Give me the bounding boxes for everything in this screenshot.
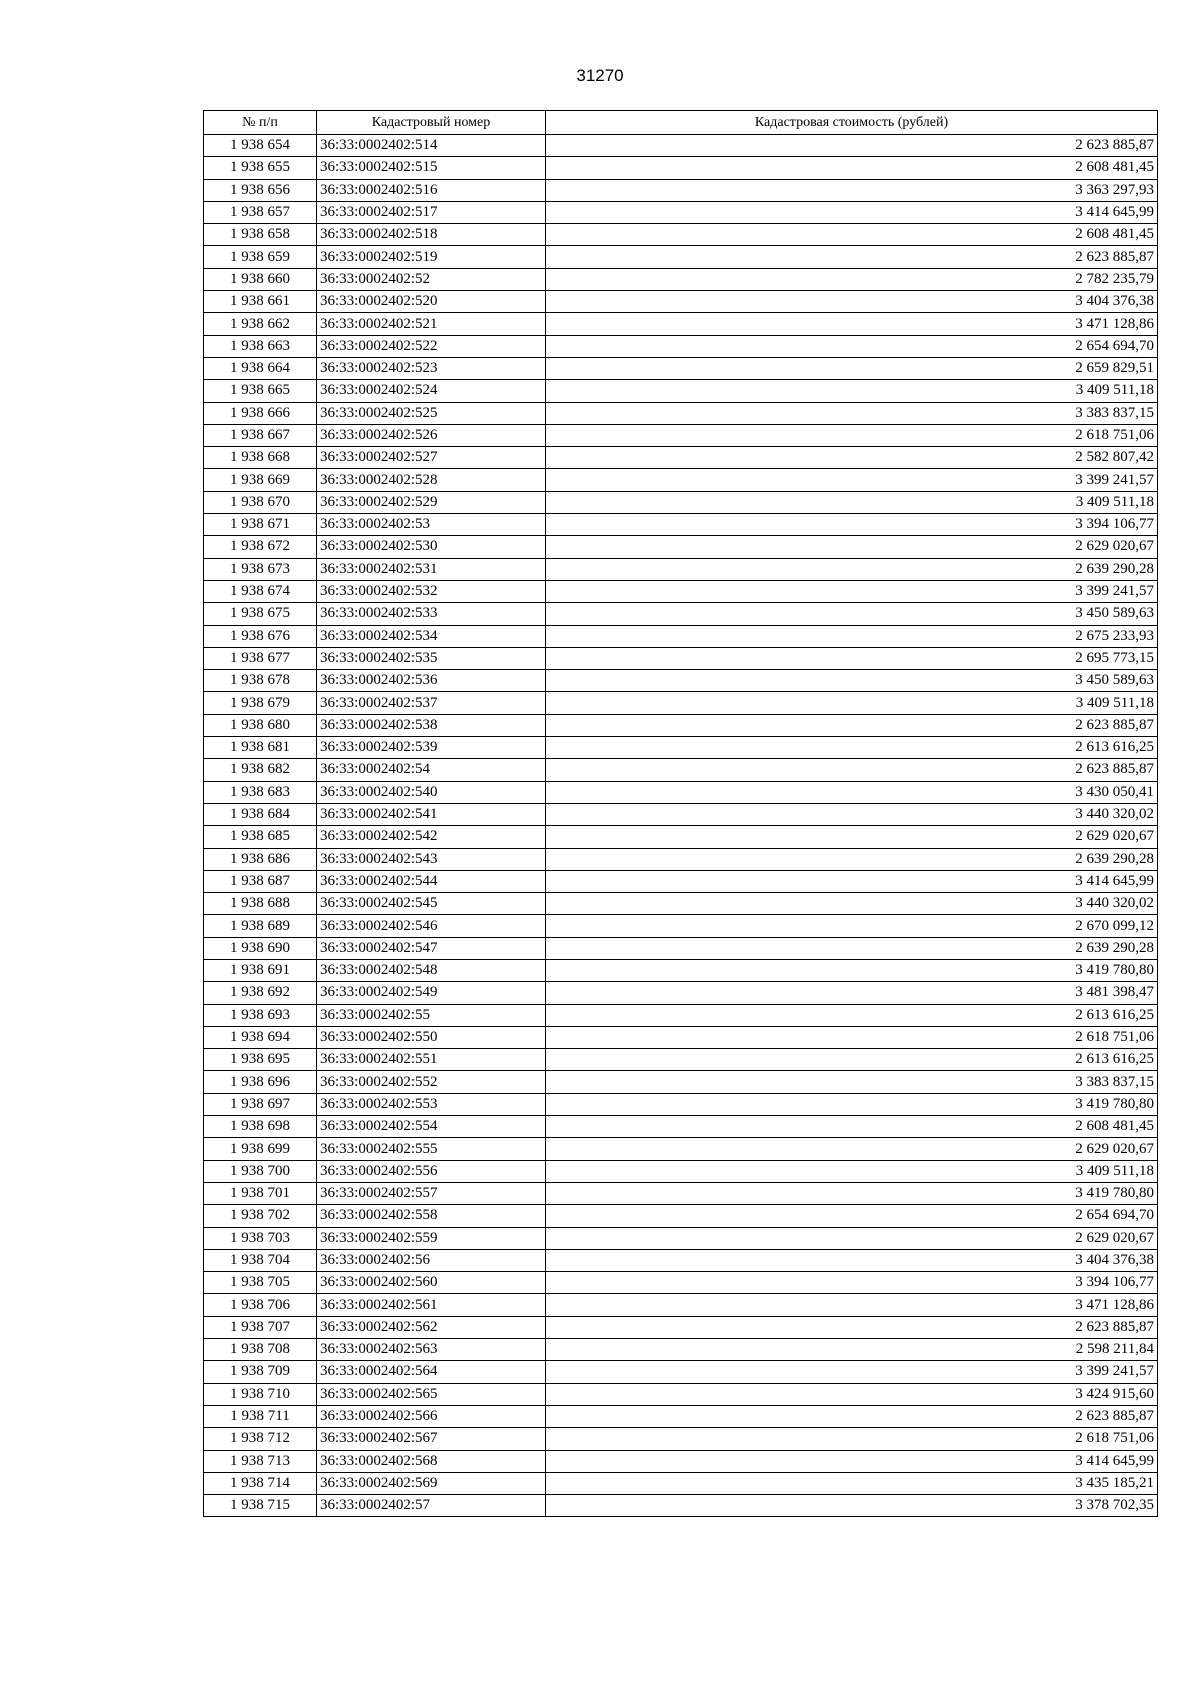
cadastral-number-cell: 36:33:0002402:541: [317, 803, 546, 825]
row-number-cell: 1 938 699: [204, 1138, 317, 1160]
row-number-cell: 1 938 712: [204, 1428, 317, 1450]
row-number-cell: 1 938 655: [204, 157, 317, 179]
row-number-cell: 1 938 691: [204, 959, 317, 981]
table-row: [204, 1272, 1158, 1294]
row-number-cell: 1 938 703: [204, 1227, 317, 1249]
row-number-cell: 1 938 665: [204, 380, 317, 402]
cadastral-value-cell: 3 394 106,77: [546, 1272, 1158, 1294]
cadastral-number-cell: 36:33:0002402:535: [317, 647, 546, 669]
cadastral-value-cell: 2 623 885,87: [546, 714, 1158, 736]
cadastral-value-cell: 2 598 211,84: [546, 1339, 1158, 1361]
cadastral-value-cell: 3 414 645,99: [546, 870, 1158, 892]
cadastral-number-cell: 36:33:0002402:563: [317, 1339, 546, 1361]
cadastral-value-cell: 2 659 829,51: [546, 357, 1158, 379]
cadastral-value-cell: 2 623 885,87: [546, 1405, 1158, 1427]
row-number-cell: 1 938 677: [204, 647, 317, 669]
cadastral-value-cell: 3 419 780,80: [546, 1093, 1158, 1115]
cadastral-number-cell: 36:33:0002402:557: [317, 1182, 546, 1204]
cadastral-number-cell: 36:33:0002402:532: [317, 580, 546, 602]
table-row: [204, 982, 1158, 1004]
cadastral-value-cell: 3 399 241,57: [546, 580, 1158, 602]
row-number-cell: 1 938 704: [204, 1249, 317, 1271]
row-number-cell: 1 938 694: [204, 1026, 317, 1048]
row-number-cell: 1 938 675: [204, 603, 317, 625]
cadastral-value-cell: 3 409 511,18: [546, 380, 1158, 402]
table-row: [204, 826, 1158, 848]
cadastral-value-cell: 3 450 589,63: [546, 603, 1158, 625]
table-row: [204, 603, 1158, 625]
table-row: [204, 1495, 1158, 1517]
table-row: [204, 201, 1158, 223]
cadastral-value-cell: 2 618 751,06: [546, 424, 1158, 446]
cadastral-number-cell: 36:33:0002402:527: [317, 447, 546, 469]
row-number-cell: 1 938 708: [204, 1339, 317, 1361]
cadastral-value-cell: 2 618 751,06: [546, 1428, 1158, 1450]
cadastral-number-cell: 36:33:0002402:552: [317, 1071, 546, 1093]
cadastral-number-cell: 36:33:0002402:543: [317, 848, 546, 870]
row-number-cell: 1 938 668: [204, 447, 317, 469]
table-header-row: [204, 111, 1158, 135]
cadastral-value-cell: 2 670 099,12: [546, 915, 1158, 937]
cadastral-number-cell: 36:33:0002402:57: [317, 1495, 546, 1517]
cadastral-value-cell: 3 404 376,38: [546, 291, 1158, 313]
table-row: [204, 402, 1158, 424]
cadastral-value-cell: 3 399 241,57: [546, 469, 1158, 491]
table-row: [204, 1160, 1158, 1182]
cadastral-number-cell: 36:33:0002402:568: [317, 1450, 546, 1472]
cadastral-value-cell: 2 695 773,15: [546, 647, 1158, 669]
cadastral-number-cell: 36:33:0002402:545: [317, 893, 546, 915]
row-number-cell: 1 938 657: [204, 201, 317, 223]
cadastral-number-cell: 36:33:0002402:555: [317, 1138, 546, 1160]
cadastral-value-cell: 2 629 020,67: [546, 826, 1158, 848]
cadastral-number-cell: 36:33:0002402:52: [317, 268, 546, 290]
row-number-cell: 1 938 706: [204, 1294, 317, 1316]
header-cadastral-value: Кадастровая стоимость (рублей): [546, 111, 1158, 135]
row-number-cell: 1 938 686: [204, 848, 317, 870]
cadastral-number-cell: 36:33:0002402:536: [317, 670, 546, 692]
table-row: [204, 335, 1158, 357]
cadastral-number-cell: 36:33:0002402:539: [317, 737, 546, 759]
cadastral-value-cell: 3 404 376,38: [546, 1249, 1158, 1271]
cadastral-value-cell: 2 608 481,45: [546, 157, 1158, 179]
row-number-cell: 1 938 690: [204, 937, 317, 959]
table-row: [204, 224, 1158, 246]
row-number-cell: 1 938 683: [204, 781, 317, 803]
table-row: [204, 357, 1158, 379]
cadastral-number-cell: 36:33:0002402:538: [317, 714, 546, 736]
row-number-cell: 1 938 702: [204, 1205, 317, 1227]
cadastral-number-cell: 36:33:0002402:516: [317, 179, 546, 201]
cadastral-value-cell: 3 383 837,15: [546, 1071, 1158, 1093]
cadastral-value-cell: 3 435 185,21: [546, 1472, 1158, 1494]
row-number-cell: 1 938 656: [204, 179, 317, 201]
table-row: [204, 1049, 1158, 1071]
cadastral-number-cell: 36:33:0002402:56: [317, 1249, 546, 1271]
table-row: [204, 870, 1158, 892]
cadastral-number-cell: 36:33:0002402:520: [317, 291, 546, 313]
cadastral-number-cell: 36:33:0002402:553: [317, 1093, 546, 1115]
cadastral-number-cell: 36:33:0002402:529: [317, 491, 546, 513]
table-body: [204, 135, 1158, 1517]
cadastral-value-cell: 3 414 645,99: [546, 201, 1158, 223]
row-number-cell: 1 938 714: [204, 1472, 317, 1494]
cadastral-value-cell: 3 419 780,80: [546, 959, 1158, 981]
row-number-cell: 1 938 671: [204, 514, 317, 536]
cadastral-value-cell: 2 654 694,70: [546, 1205, 1158, 1227]
row-number-cell: 1 938 681: [204, 737, 317, 759]
cadastral-number-cell: 36:33:0002402:544: [317, 870, 546, 892]
table-row: [204, 469, 1158, 491]
table-row: [204, 714, 1158, 736]
table-row: [204, 1316, 1158, 1338]
table-row: [204, 514, 1158, 536]
cadastral-value-cell: 2 782 235,79: [546, 268, 1158, 290]
row-number-cell: 1 938 664: [204, 357, 317, 379]
row-number-cell: 1 938 705: [204, 1272, 317, 1294]
cadastral-number-cell: 36:33:0002402:548: [317, 959, 546, 981]
table-row: [204, 1450, 1158, 1472]
row-number-cell: 1 938 701: [204, 1182, 317, 1204]
table-row: [204, 447, 1158, 469]
row-number-cell: 1 938 670: [204, 491, 317, 513]
row-number-cell: 1 938 695: [204, 1049, 317, 1071]
cadastral-value-table: [203, 110, 1158, 1517]
table-row: [204, 313, 1158, 335]
table-row: [204, 670, 1158, 692]
cadastral-value-cell: 3 414 645,99: [546, 1450, 1158, 1472]
cadastral-number-cell: 36:33:0002402:524: [317, 380, 546, 402]
cadastral-value-cell: 2 613 616,25: [546, 737, 1158, 759]
cadastral-value-cell: 3 440 320,02: [546, 803, 1158, 825]
row-number-cell: 1 938 710: [204, 1383, 317, 1405]
row-number-cell: 1 938 658: [204, 224, 317, 246]
cadastral-value-cell: 3 383 837,15: [546, 402, 1158, 424]
table-row: [204, 1227, 1158, 1249]
row-number-cell: 1 938 673: [204, 558, 317, 580]
table-row: [204, 1405, 1158, 1427]
row-number-cell: 1 938 698: [204, 1116, 317, 1138]
table-row: [204, 1205, 1158, 1227]
cadastral-number-cell: 36:33:0002402:55: [317, 1004, 546, 1026]
cadastral-number-cell: 36:33:0002402:554: [317, 1116, 546, 1138]
cadastral-number-cell: 36:33:0002402:528: [317, 469, 546, 491]
cadastral-number-cell: 36:33:0002402:530: [317, 536, 546, 558]
cadastral-value-cell: 2 623 885,87: [546, 1316, 1158, 1338]
table-row: [204, 1138, 1158, 1160]
cadastral-number-cell: 36:33:0002402:567: [317, 1428, 546, 1450]
cadastral-value-cell: 3 471 128,86: [546, 1294, 1158, 1316]
cadastral-number-cell: 36:33:0002402:515: [317, 157, 546, 179]
cadastral-number-cell: 36:33:0002402:560: [317, 1272, 546, 1294]
table-row: [204, 1004, 1158, 1026]
row-number-cell: 1 938 696: [204, 1071, 317, 1093]
cadastral-number-cell: 36:33:0002402:546: [317, 915, 546, 937]
row-number-cell: 1 938 715: [204, 1495, 317, 1517]
cadastral-number-cell: 36:33:0002402:522: [317, 335, 546, 357]
row-number-cell: 1 938 654: [204, 135, 317, 157]
table-row: [204, 1249, 1158, 1271]
cadastral-value-cell: 2 639 290,28: [546, 848, 1158, 870]
page-number: 31270: [576, 66, 624, 85]
table-row: [204, 959, 1158, 981]
row-number-cell: 1 938 672: [204, 536, 317, 558]
cadastral-value-cell: 2 608 481,45: [546, 1116, 1158, 1138]
table-row: [204, 380, 1158, 402]
table-row: [204, 1428, 1158, 1450]
cadastral-number-cell: 36:33:0002402:537: [317, 692, 546, 714]
table-row: [204, 157, 1158, 179]
table-row: [204, 737, 1158, 759]
cadastral-number-cell: 36:33:0002402:518: [317, 224, 546, 246]
table-row: [204, 1182, 1158, 1204]
cadastral-value-cell: 2 613 616,25: [546, 1004, 1158, 1026]
table-row: [204, 1116, 1158, 1138]
cadastral-value-cell: 2 623 885,87: [546, 135, 1158, 157]
row-number-cell: 1 938 692: [204, 982, 317, 1004]
cadastral-value-cell: 2 675 233,93: [546, 625, 1158, 647]
table-row: [204, 1026, 1158, 1048]
cadastral-value-cell: 2 629 020,67: [546, 1138, 1158, 1160]
cadastral-value-cell: 3 440 320,02: [546, 893, 1158, 915]
row-number-cell: 1 938 679: [204, 692, 317, 714]
cadastral-value-cell: 2 639 290,28: [546, 558, 1158, 580]
table-row: [204, 246, 1158, 268]
cadastral-number-cell: 36:33:0002402:547: [317, 937, 546, 959]
cadastral-value-cell: 3 471 128,86: [546, 313, 1158, 335]
cadastral-number-cell: 36:33:0002402:565: [317, 1383, 546, 1405]
cadastral-number-cell: 36:33:0002402:569: [317, 1472, 546, 1494]
table-row: [204, 937, 1158, 959]
table-row: [204, 1472, 1158, 1494]
table-row: [204, 558, 1158, 580]
row-number-cell: 1 938 685: [204, 826, 317, 848]
cadastral-number-cell: 36:33:0002402:53: [317, 514, 546, 536]
cadastral-number-cell: 36:33:0002402:523: [317, 357, 546, 379]
row-number-cell: 1 938 684: [204, 803, 317, 825]
table-row: [204, 291, 1158, 313]
cadastral-number-cell: 36:33:0002402:519: [317, 246, 546, 268]
cadastral-value-cell: 3 481 398,47: [546, 982, 1158, 1004]
cadastral-number-cell: 36:33:0002402:556: [317, 1160, 546, 1182]
row-number-cell: 1 938 700: [204, 1160, 317, 1182]
row-number-cell: 1 938 697: [204, 1093, 317, 1115]
table-row: [204, 893, 1158, 915]
table-row: [204, 268, 1158, 290]
cadastral-number-cell: 36:33:0002402:564: [317, 1361, 546, 1383]
row-number-cell: 1 938 711: [204, 1405, 317, 1427]
cadastral-value-cell: 2 654 694,70: [546, 335, 1158, 357]
table-row: [204, 915, 1158, 937]
table-row: [204, 1071, 1158, 1093]
row-number-cell: 1 938 688: [204, 893, 317, 915]
table-row: [204, 781, 1158, 803]
cadastral-value-cell: 2 639 290,28: [546, 937, 1158, 959]
cadastral-number-cell: 36:33:0002402:558: [317, 1205, 546, 1227]
row-number-cell: 1 938 693: [204, 1004, 317, 1026]
cadastral-value-cell: 2 582 807,42: [546, 447, 1158, 469]
cadastral-value-cell: 2 623 885,87: [546, 759, 1158, 781]
table-row: [204, 179, 1158, 201]
cadastral-value-cell: 3 394 106,77: [546, 514, 1158, 536]
cadastral-number-cell: 36:33:0002402:566: [317, 1405, 546, 1427]
cadastral-number-cell: 36:33:0002402:525: [317, 402, 546, 424]
cadastral-value-cell: 3 409 511,18: [546, 1160, 1158, 1182]
row-number-cell: 1 938 674: [204, 580, 317, 602]
cadastral-value-cell: 3 378 702,35: [546, 1495, 1158, 1517]
cadastral-number-cell: 36:33:0002402:561: [317, 1294, 546, 1316]
table-row: [204, 536, 1158, 558]
cadastral-number-cell: 36:33:0002402:514: [317, 135, 546, 157]
table-row: [204, 424, 1158, 446]
row-number-cell: 1 938 676: [204, 625, 317, 647]
header-cadastral-number: Кадастровый номер: [317, 111, 546, 135]
cadastral-number-cell: 36:33:0002402:562: [317, 1316, 546, 1338]
table-row: [204, 1093, 1158, 1115]
table-row: [204, 1383, 1158, 1405]
cadastral-value-cell: 2 623 885,87: [546, 246, 1158, 268]
row-number-cell: 1 938 713: [204, 1450, 317, 1472]
cadastral-value-cell: 3 419 780,80: [546, 1182, 1158, 1204]
table-row: [204, 491, 1158, 513]
cadastral-number-cell: 36:33:0002402:549: [317, 982, 546, 1004]
table-row: [204, 692, 1158, 714]
cadastral-number-cell: 36:33:0002402:534: [317, 625, 546, 647]
cadastral-value-cell: 3 399 241,57: [546, 1361, 1158, 1383]
cadastral-value-cell: 3 363 297,93: [546, 179, 1158, 201]
row-number-cell: 1 938 687: [204, 870, 317, 892]
cadastral-value-cell: 3 409 511,18: [546, 491, 1158, 513]
row-number-cell: 1 938 689: [204, 915, 317, 937]
table-row: [204, 647, 1158, 669]
table-row: [204, 1339, 1158, 1361]
row-number-cell: 1 938 662: [204, 313, 317, 335]
cadastral-number-cell: 36:33:0002402:550: [317, 1026, 546, 1048]
table-row: [204, 1294, 1158, 1316]
cadastral-number-cell: 36:33:0002402:533: [317, 603, 546, 625]
cadastral-value-cell: 2 629 020,67: [546, 1227, 1158, 1249]
table-row: [204, 135, 1158, 157]
row-number-cell: 1 938 680: [204, 714, 317, 736]
table-row: [204, 759, 1158, 781]
row-number-cell: 1 938 663: [204, 335, 317, 357]
cadastral-number-cell: 36:33:0002402:551: [317, 1049, 546, 1071]
row-number-cell: 1 938 682: [204, 759, 317, 781]
table-row: [204, 580, 1158, 602]
row-number-cell: 1 938 659: [204, 246, 317, 268]
row-number-cell: 1 938 669: [204, 469, 317, 491]
cadastral-value-cell: 3 424 915,60: [546, 1383, 1158, 1405]
row-number-cell: 1 938 660: [204, 268, 317, 290]
cadastral-value-cell: 2 629 020,67: [546, 536, 1158, 558]
cadastral-number-cell: 36:33:0002402:517: [317, 201, 546, 223]
cadastral-number-cell: 36:33:0002402:54: [317, 759, 546, 781]
cadastral-number-cell: 36:33:0002402:521: [317, 313, 546, 335]
cadastral-value-cell: 2 618 751,06: [546, 1026, 1158, 1048]
cadastral-number-cell: 36:33:0002402:540: [317, 781, 546, 803]
cadastral-value-cell: 3 409 511,18: [546, 692, 1158, 714]
cadastral-value-cell: 2 608 481,45: [546, 224, 1158, 246]
cadastral-number-cell: 36:33:0002402:531: [317, 558, 546, 580]
cadastral-value-cell: 3 430 050,41: [546, 781, 1158, 803]
row-number-cell: 1 938 667: [204, 424, 317, 446]
cadastral-value-cell: 3 450 589,63: [546, 670, 1158, 692]
table-row: [204, 848, 1158, 870]
cadastral-number-cell: 36:33:0002402:559: [317, 1227, 546, 1249]
table-row: [204, 625, 1158, 647]
row-number-cell: 1 938 661: [204, 291, 317, 313]
table-row: [204, 1361, 1158, 1383]
row-number-cell: 1 938 709: [204, 1361, 317, 1383]
row-number-cell: 1 938 678: [204, 670, 317, 692]
table-row: [204, 803, 1158, 825]
cadastral-value-cell: 2 613 616,25: [546, 1049, 1158, 1071]
header-row-number: № п/п: [204, 111, 317, 135]
row-number-cell: 1 938 707: [204, 1316, 317, 1338]
row-number-cell: 1 938 666: [204, 402, 317, 424]
cadastral-number-cell: 36:33:0002402:542: [317, 826, 546, 848]
cadastral-number-cell: 36:33:0002402:526: [317, 424, 546, 446]
